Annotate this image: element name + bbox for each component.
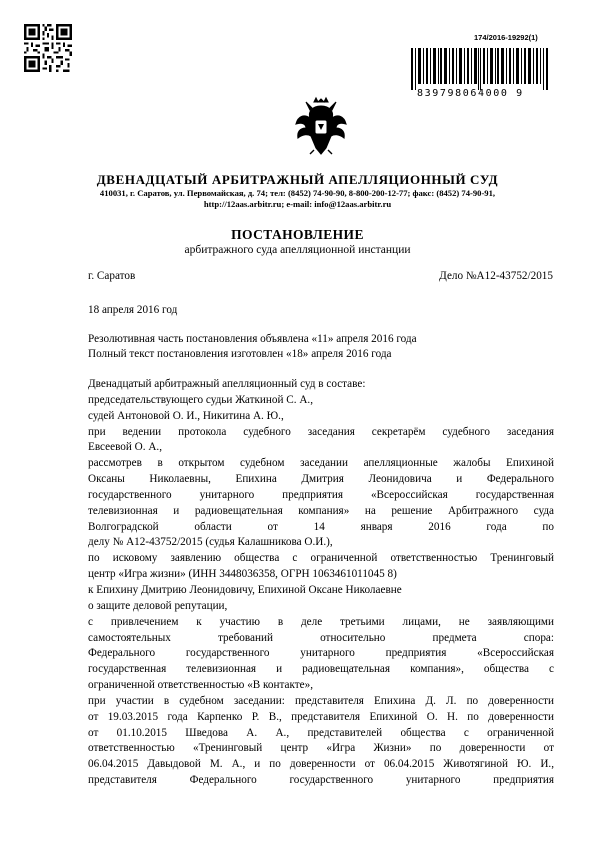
resolution-announced-line: Резолютивная часть постановления объявлена «11» апреля 2016 года [88,333,417,345]
body-line: государственная телевизионная и радиовещательная компания», общества с [88,663,554,676]
body-line: от 01.10.2015 Шведова А. А., представителей общества с ограниченной [88,726,554,739]
barcode-bars [411,48,549,90]
decision-date: 18 апреля 2016 год [88,304,178,316]
body-line: Евсеевой О. А., [88,441,163,454]
body-line: Двенадцатый арбитражный апелляционный суд в составе: [88,378,366,390]
body-line: ответственностью «Тренинговый центр «Игра Жизни» по доверенности от [88,742,554,755]
body-line: Федерального государственного унитарного предприятия «Всероссийская [88,647,554,660]
qr-code [24,24,72,72]
court-contacts-line2: http://12aas.arbitr.ru; e-mail: info@12aas.arbitr.ru [203,199,392,209]
body-line: самостоятельных требований относительно предмета спора: [88,631,554,644]
body-line: представителя Федерального государственного унитарного предприятия [88,774,554,787]
document-subtitle: арбитражного суда апелляционной инстанции [184,244,411,256]
case-number: Дело №А12-43752/2015 [439,270,553,282]
body-line: судей Антоновой О. И., Никитина А. Ю., [88,409,284,422]
body-line: 06.04.2015 Давыдовой М. А., и по доверенности от 06.04.2015 Животягиной Ю. И., [88,758,554,771]
body-line: Волгоградской области от 14 января 2016 года по [88,520,554,533]
body-line: центр «Игра жизни» (ИНН 3448036358, ОГРН 1063461011045 8) [88,568,397,581]
document-id: 174/2016-19292(1) [474,33,538,42]
city: г. Саратов [88,270,136,282]
body-line: телевизионная и радиовещательная компания» на решение Арбитражного суда [88,504,554,517]
body-line: государственного унитарного предприятия «Всероссийская государственная [88,488,554,501]
body-line: к Епихину Дмитрию Леонидовичу, Епихиной Оксане Николаевне [88,583,402,596]
court-contacts-line1: 410031, г. Саратов, ул. Первомайская, д. 74; тел: (8452) 74-90-90, 8-800-200-12-77; факс: (8452) 74-90-91, [99,188,496,198]
court-name: ДВЕНАДЦАТЫЙ АРБИТРАЖНЫЙ АПЕЛЛЯЦИОННЫЙ СУД [96,172,499,187]
body-line: рассмотрев в открытом судебном заседании апелляционные жалобы Епихиной [88,457,554,470]
coat-of-arms-icon [294,96,348,156]
body-line: при ведении протокола судебного заседания секретарём судебного заседания [88,425,554,438]
body-line: ограниченной ответственностью «В контакте», [88,679,314,692]
body-line: с привлечением к участию в деле третьими лицами, не заявляющими [88,615,554,628]
barcode [411,48,549,99]
barcode-digits: 839798064000 9 [417,88,524,99]
body-line: председательствующего судьи Жаткиной С. А., [88,393,314,406]
body-line: делу № А12-43752/2015 (судья Калашникова О.И.), [88,536,333,549]
body-line: о защите деловой репутации, [88,599,228,612]
body-line: Оксаны Николаевны, Епихина Дмитрия Леонидовича и Федерального [88,473,554,486]
body-line: по исковому заявлению общества с ограниченной ответственностью Тренинговый [88,552,554,565]
body-line: от 19.03.2015 года Карпенко Р. В., представителя Епихиной О. Н. по доверенности [88,710,554,723]
body-line: при участии в судебном заседании: представителя Епихина Д. Л. по доверенности [88,694,554,707]
body-text [88,377,554,789]
resolution-full-text-line: Полный текст постановления изготовлен «18» апреля 2016 года [88,348,392,360]
document-title: ПОСТАНОВЛЕНИЕ [231,227,364,242]
